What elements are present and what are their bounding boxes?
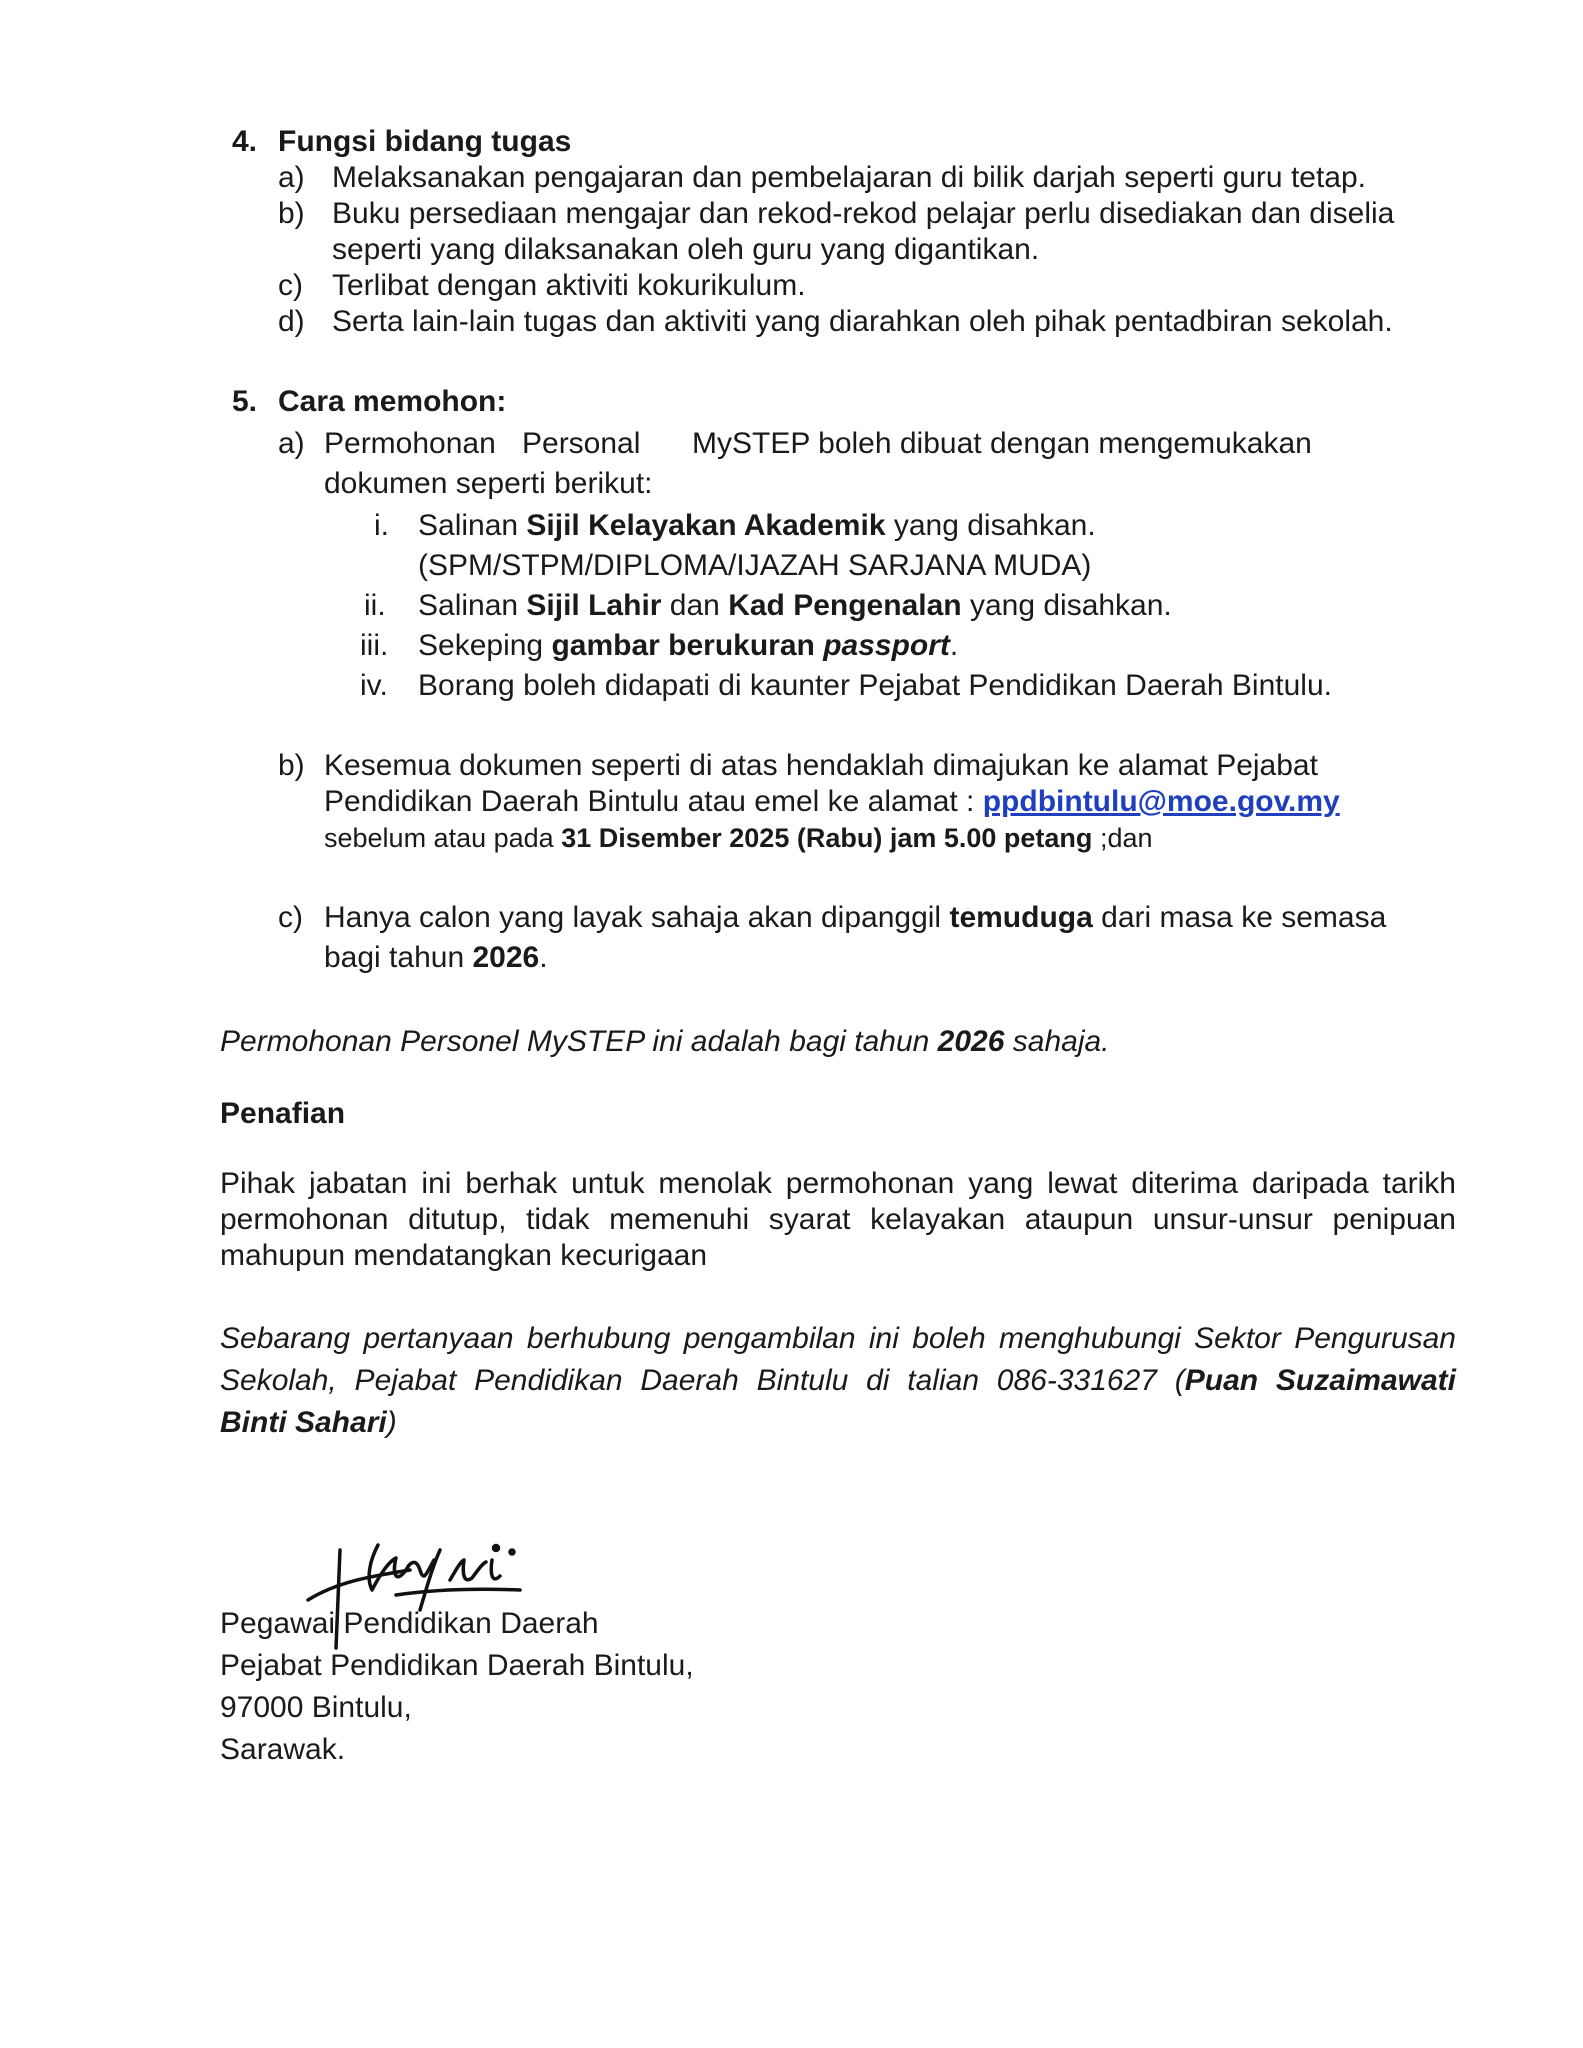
signatory-title: Pegawai Pendidikan Daerah [220, 1607, 599, 1640]
sublist-label: iv. [360, 669, 388, 702]
sublist-item: Salinan Sijil Kelayakan Akademik yang disahkan. [418, 509, 1096, 542]
section4-item-text: Melaksanakan pengajaran dan pembelajaran di bilik darjah seperti guru tetap. [332, 161, 1367, 194]
contact-paragraph [220, 1318, 1456, 1444]
section4-item-text: seperti yang dilaksanakan oleh guru yang digantikan. [332, 233, 1040, 266]
section4-item-text: Buku persediaan mengajar dan rekod-rekod pelajar perlu disediakan dan diselia [332, 197, 1395, 230]
sublist-item-text: (SPM/STPM/DIPLOMA/IJAZAH SARJANA MUDA) [418, 549, 1092, 582]
contact-line: Binti Sahari) [220, 1406, 397, 1439]
sublist-label: ii. [364, 589, 386, 622]
section4-number: 4. [232, 125, 258, 158]
disclaimer-line: mahupun mendatangkan kecurigaan [220, 1239, 708, 1272]
section5a-word: Personal [522, 427, 641, 460]
section4-item-label: c) [278, 269, 303, 302]
section5a-label: a) [278, 427, 305, 460]
section4-title: Fungsi bidang tugas [278, 125, 572, 158]
contact-line: Sekolah, Pejabat Pendidikan Daerah Bintulu di talian 086-331627 (Puan Suzaimawati [220, 1364, 1456, 1397]
section5a-text: dokumen seperti berikut: [324, 467, 653, 500]
section5-number: 5. [232, 385, 258, 418]
signatory-state: Sarawak. [220, 1733, 346, 1766]
section5b-line2: Pendidikan Daerah Bintulu atau emel ke alamat : ppdbintulu@moe.gov.my [324, 785, 1340, 818]
section5a-word: Permohonan [324, 427, 496, 460]
section4-item-label: a) [278, 161, 305, 194]
section5b-line3: sebelum atau pada 31 Disember 2025 (Rabu) jam 5.00 petang ;dan [324, 823, 1153, 853]
sublist-item: Salinan Sijil Lahir dan Kad Pengenalan yang disahkan. [418, 589, 1172, 622]
section5b-text: Kesemua dokumen seperti di atas hendaklah dimajukan ke alamat Pejabat [324, 749, 1318, 782]
sublist-label: iii. [360, 629, 389, 662]
signatory-office: Pejabat Pendidikan Daerah Bintulu, [220, 1649, 694, 1682]
sublist-item-text: Borang boleh didapati di kaunter Pejabat Pendidikan Daerah Bintulu. [418, 669, 1332, 702]
section5a-text: MySTEP boleh dibuat dengan mengemukakan [692, 427, 1312, 460]
signatory-postcode: 97000 Bintulu, [220, 1691, 412, 1724]
disclaimer-heading: Penafian [220, 1097, 346, 1130]
contact-line: Sebarang pertanyaan berhubung pengambilan ini boleh menghubungi Sektor Pengurusan [220, 1322, 1456, 1355]
section5-title: Cara memohon: [278, 385, 507, 418]
section4-item-label: d) [278, 305, 305, 338]
disclaimer-paragraph [220, 1166, 1456, 1274]
section4-item-text: Terlibat dengan aktiviti kokurikulum. [332, 269, 806, 302]
section4-item-text: Serta lain-lain tugas dan aktiviti yang diarahkan oleh pihak pentadbiran sekolah. [332, 305, 1393, 338]
section4-item-label: b) [278, 197, 305, 230]
section5c-line1: Hanya calon yang layak sahaja akan dipanggil temuduga dari masa ke semasa [324, 901, 1387, 934]
section5b-label: b) [278, 749, 305, 782]
disclaimer-line: permohonan ditutup, tidak memenuhi syarat kelayakan ataupun unsur-unsur penipuan [220, 1203, 1456, 1236]
section5c-label: c) [278, 901, 303, 934]
section5c-line2: bagi tahun 2026. [324, 941, 548, 974]
disclaimer-line: Pihak jabatan ini berhak untuk menolak permohonan yang lewat diterima daripada tarikh [220, 1167, 1456, 1200]
email-link[interactable]: ppdbintulu@moe.gov.my [982, 785, 1340, 818]
sublist-label: i. [374, 509, 389, 542]
year-note: Permohonan Personel MySTEP ini adalah bagi tahun 2026 sahaja. [220, 1025, 1110, 1058]
sublist-item: Sekeping gambar berukuran passport. [418, 629, 959, 662]
